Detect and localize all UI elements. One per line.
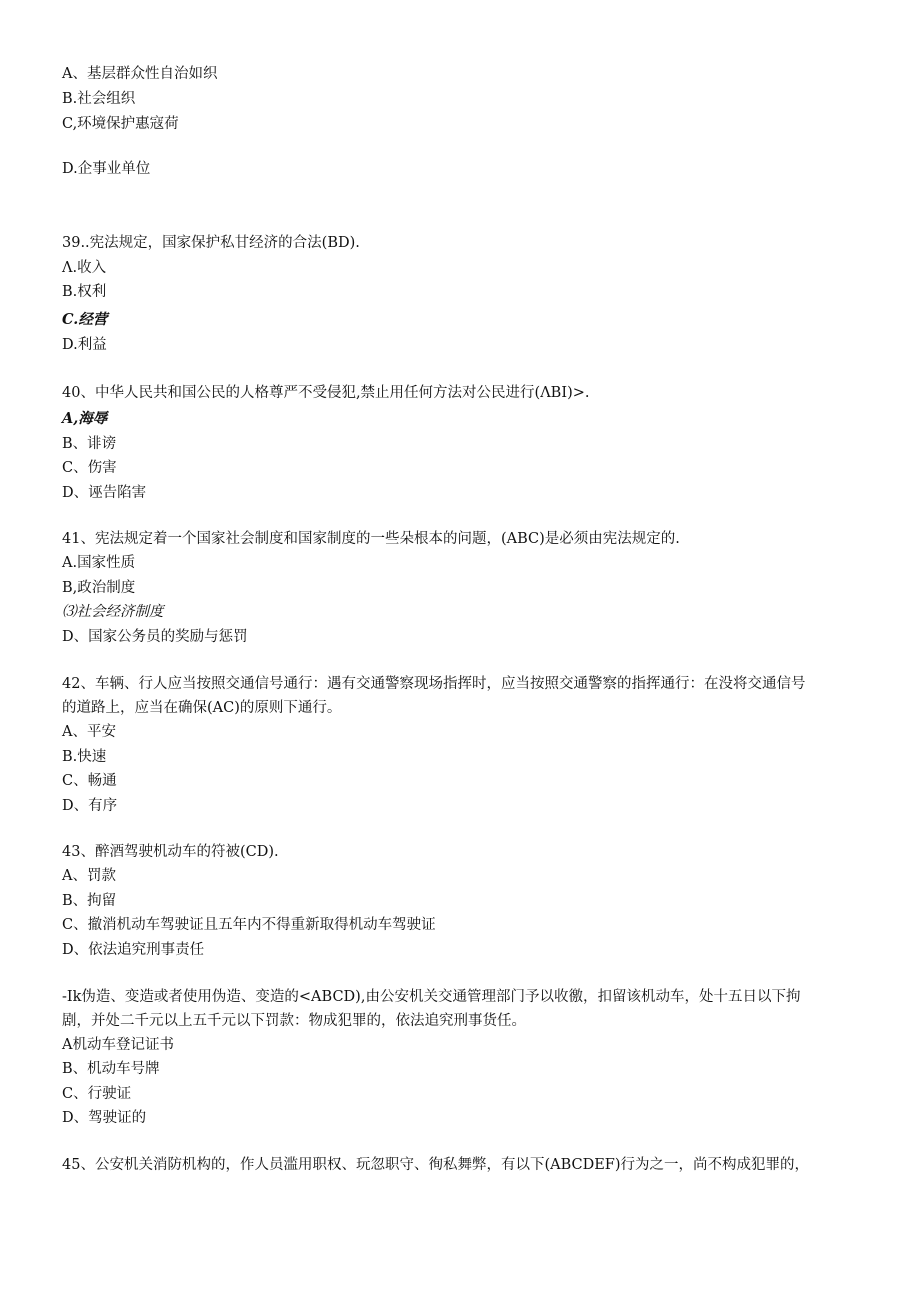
q41-option-c: ⑶社会经济制度 [62,604,164,620]
q41-option-d: D、国家公务员的奖励与惩罚 [62,629,248,645]
question-45: 45、公安机关消防机构的，作人员滥用职权、玩忽职守、徇私舞弊，有以下(ABCDEF)行为之一，尚不构成犯罪的， [62,1157,810,1173]
q43-option-d: D、依法追究刑事责任 [62,942,205,958]
question-42-line1: 42、车辆、行人应当按照交通信号通行：遇有交通警察现场指挥时，应当按照交通警察的指挥通行：在没将交通信号 [62,676,806,692]
q44-option-d: D、驾驶证的 [62,1110,147,1126]
q44-option-c: C、行驶证 [62,1086,132,1102]
q39-option-a: Λ.收入 [62,260,107,276]
question-39: 39..宪法规定，国家保护私甘经济的合法(BD). [62,235,360,251]
q40-option-d: D、诬告陷害 [62,485,147,501]
q40-option-c: C、伤害 [62,460,117,476]
q43-option-b: B、拘留 [62,893,117,909]
q42-option-d: D、有序 [62,798,118,814]
question-44-line2: 剧，并处二千元以上五千元以下罚款：物成犯罪的，依法追究刑事货任。 [62,1013,526,1029]
option-c-environment: C,环境保护惠寇荷 [62,116,179,132]
q43-option-c: C、撤消机动车驾驶证且五年内不得重新取得机动车驾驶证 [62,917,436,933]
question-40: 40、中华人民共和国公民的人格尊严不受侵犯,禁止用任何方法对公民进行(ΛBI)>. [62,385,590,401]
q44-option-a: A机动车登记证书 [62,1037,174,1053]
q40-option-a: A,海辱 [62,410,108,427]
q41-option-b: B,政治制度 [62,580,136,596]
question-43: 43、醉酒驾驶机动车的符被(CD). [62,844,279,860]
option-d-enterprise: D.企事业单位 [62,161,151,177]
question-44-line1: -Ik伪造、变造或者使用伪造、变造的<ABCD),由公安机关交通管理部门予以收徼，扣留该机动车，处十五日以下拘 [62,989,801,1005]
q41-option-a: A.国家性质 [62,555,136,571]
q39-option-c: C.经营 [62,311,108,328]
q40-option-b: B、诽谤 [62,436,117,452]
option-b-social-org: B.社会组织 [62,91,136,107]
q42-option-b: B.快速 [62,749,107,765]
q42-option-a: A、平安 [62,724,116,740]
q42-option-c: C、畅通 [62,773,117,789]
q43-option-a: A、罚款 [62,868,116,884]
question-41: 41、宪法规定着一个国家社会制度和国家制度的一些朵根本的问题，(ABC)是必须由宪法规定的. [62,531,680,547]
q39-option-d: D.利益 [62,337,107,353]
q39-option-b: B.权利 [62,284,107,300]
q44-option-b: B、机动车号牌 [62,1061,160,1077]
option-a-basic-autonomy: A、基层群众性自治如织 [62,66,218,82]
question-42-line2: 的道路上，应当在确保(AC)的原则下通行。 [62,700,342,716]
